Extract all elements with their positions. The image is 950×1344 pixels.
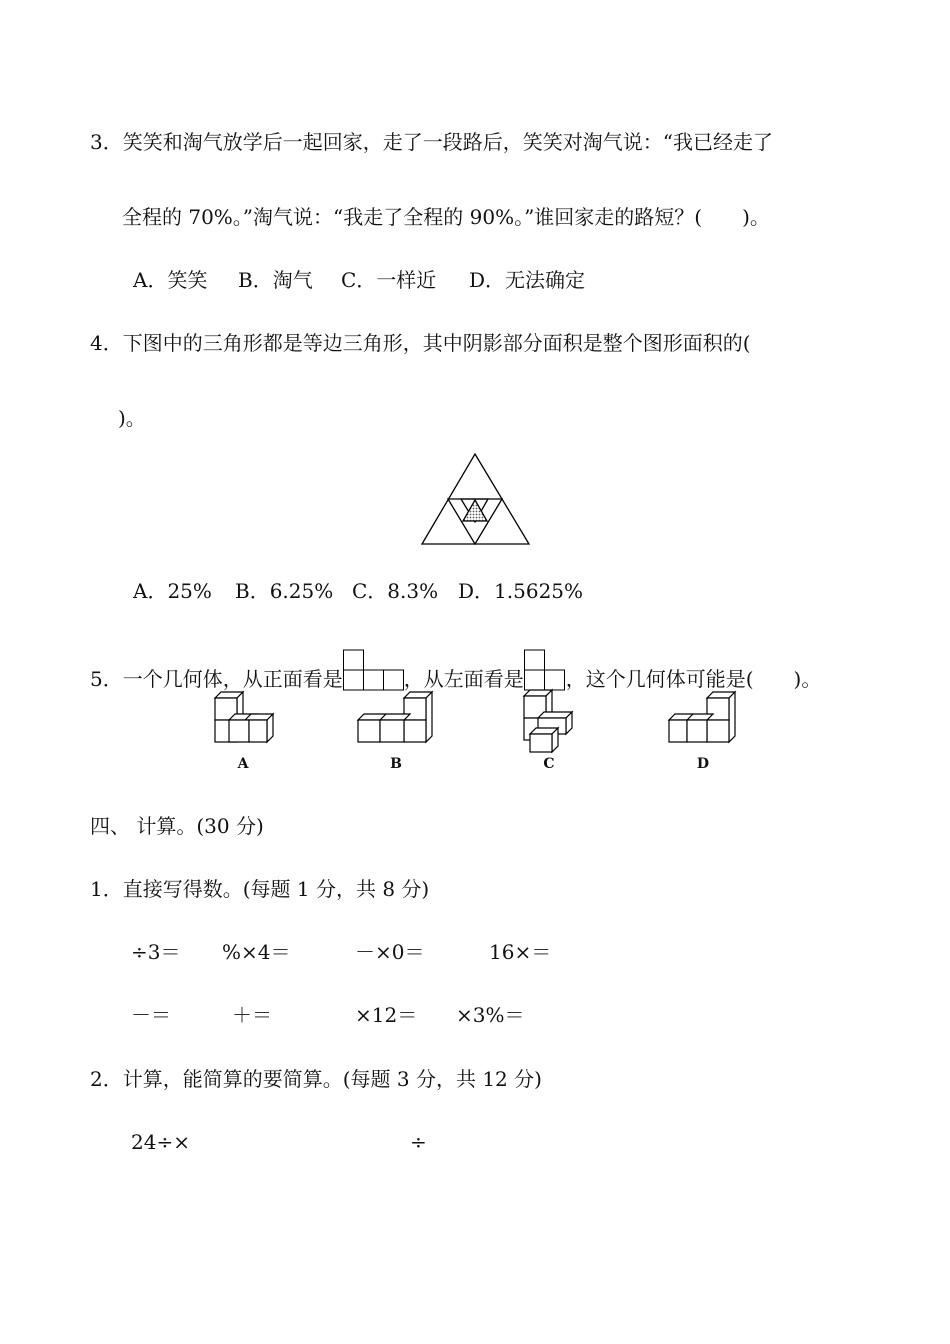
calc1-row1-item1: ÷3＝ [131, 940, 181, 964]
q4-option-a: A．25% [133, 579, 212, 603]
q5-line [90, 647, 821, 691]
shaded-triangle [463, 500, 487, 521]
q3-option-c: C．一样近 [341, 268, 437, 292]
solid-option-a-label: A [237, 756, 249, 772]
q3-line1: 3．笑笑和淘气放学后一起回家，走了一段路后，笑笑对淘气说：“我已经走了 [90, 130, 773, 154]
q5-text-part1: 5．一个几何体，从正面看是 [90, 667, 343, 691]
calc2-item2: ÷ [410, 1130, 427, 1154]
calc1-title: 1．直接写得数。(每题 1 分，共 8 分) [90, 877, 430, 901]
q4-option-c: C．8.3% [352, 579, 439, 603]
q3-option-d: D．无法确定 [469, 268, 586, 292]
front-view-figure [343, 647, 404, 691]
q4-line1: 4．下图中的三角形都是等边三角形，其中阴影部分面积是整个图形面积的( [90, 331, 751, 355]
calc1-row2-item1: －＝ [131, 1003, 171, 1027]
q4-option-b: B．6.25% [235, 579, 334, 603]
q5-text-part2: ，从左面看是 [403, 667, 524, 691]
calc1-row1-item4: 16×＝ [489, 940, 552, 964]
solid-option-b [356, 690, 436, 750]
solid-option-d [667, 690, 739, 750]
calc1-row2-item3: ×12＝ [355, 1003, 418, 1027]
solid-option-c-label: C [543, 756, 555, 772]
q5-text-part3: ，这个几何体可能是( )。 [565, 667, 822, 691]
left-view-figure [524, 647, 566, 691]
solid-option-a [213, 690, 275, 750]
q3-option-a: A．笑笑 [133, 268, 208, 292]
calc1-row2-item2: ＋＝ [232, 1003, 272, 1027]
calc2-title: 2．计算，能简算的要简算。(每题 3 分，共 12 分) [90, 1067, 542, 1091]
q3-option-b: B．淘气 [238, 268, 313, 292]
triangle-figure [421, 453, 531, 545]
solid-option-b-label: B [390, 756, 402, 772]
section-4-title: 四、 计算。(30 分) [90, 814, 264, 838]
q4-option-d: D．1.5625% [458, 579, 584, 603]
q4-line2: )。 [118, 406, 146, 430]
solid-option-c [522, 688, 574, 754]
solid-option-d-label: D [696, 756, 710, 772]
calc2-item1: 24÷× [131, 1130, 190, 1154]
q3-line2: 全程的 70%。”淘气说：“我走了全程的 90%。”谁回家走的路短？( )。 [122, 205, 770, 229]
calc1-row2-item4: ×3%＝ [456, 1003, 525, 1027]
calc1-row1-item3: －×0＝ [355, 940, 425, 964]
calc1-row1-item2: %×4＝ [222, 940, 291, 964]
